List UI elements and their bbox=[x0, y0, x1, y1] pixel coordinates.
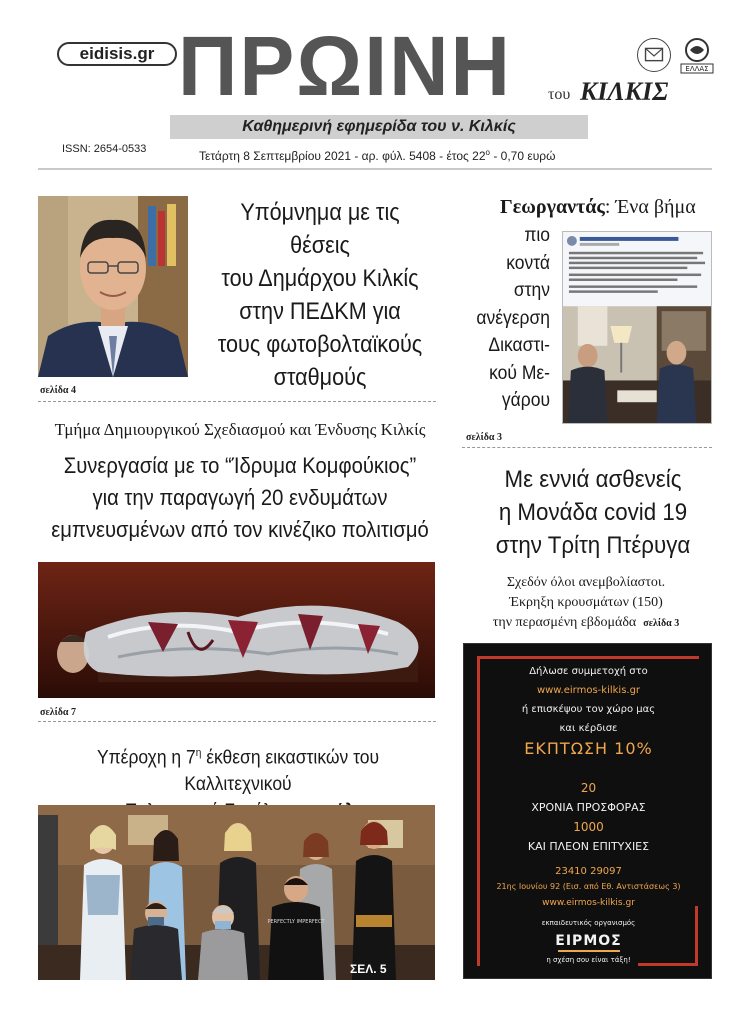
dateline-price: - 0,70 ευρώ bbox=[489, 149, 556, 163]
covid-subheadline bbox=[462, 573, 710, 633]
headline-line: η Μονάδα covid 19 bbox=[498, 499, 688, 526]
ad-logo: ΕΙΡΜΟΣ bbox=[555, 933, 622, 949]
headline-line: Με εννιά ασθενείς bbox=[504, 466, 682, 493]
garment-photo[interactable] bbox=[38, 562, 435, 698]
sub-line: Σχεδόν όλοι ανεμβολίαστοι. bbox=[506, 575, 666, 590]
ad-line: ή επισκέψου τον χώρο μας bbox=[521, 704, 656, 715]
ad-org-label: εκπαιδευτικός οργανισμός bbox=[541, 919, 636, 927]
line1-pre: Υπέροχη η 7 bbox=[96, 747, 196, 769]
ad-discount: ΕΚΠΤΩΣΗ 10% bbox=[524, 739, 653, 758]
divider bbox=[38, 721, 436, 722]
tshirt-text: PERFECTLY IMPERFECT bbox=[267, 919, 325, 925]
ad-logo-underline bbox=[558, 932, 620, 952]
headline-line-1 bbox=[45, 740, 431, 798]
fashion-headline[interactable] bbox=[47, 450, 433, 546]
headline-line: ανέγερση bbox=[476, 307, 550, 329]
sub-line-text: την περασμένη εβδομάδα bbox=[492, 615, 637, 630]
sub-line-last bbox=[462, 613, 710, 633]
newspaper-title: ΠΡΩΙΝΗ bbox=[178, 19, 512, 113]
ad-line: και κέρδισε bbox=[559, 723, 618, 734]
ad-years-number: 20 bbox=[580, 781, 597, 795]
page-ref-7[interactable]: σελίδα 7 bbox=[40, 707, 76, 718]
georgantas-name: Γεωργαντάς bbox=[500, 196, 605, 218]
georgantas-headline[interactable] bbox=[463, 222, 550, 415]
ad-address: 21ης Ιουνίου 92 (Εισ. από Εθ. Αντιστάσεως 3) bbox=[496, 882, 681, 891]
headline-line: πιο bbox=[524, 225, 550, 246]
headline-line: στην bbox=[513, 280, 550, 301]
masthead-rule bbox=[38, 168, 712, 170]
ad-url-2[interactable]: www.eirmos-kilkis.gr bbox=[542, 898, 635, 908]
divider bbox=[38, 401, 436, 402]
ad-success-text: ΚΑΙ ΠΛΕΟΝ ΕΠΙΤΥΧΙΕΣ bbox=[527, 840, 650, 853]
page-ref-3[interactable]: σελίδα 3 bbox=[466, 432, 502, 443]
ad-slogan: η σχέση σου είναι τάξη! bbox=[546, 956, 631, 964]
dateline bbox=[199, 145, 555, 164]
page-ref-4[interactable]: σελίδα 4 bbox=[40, 385, 76, 396]
site-badge[interactable]: eidisis.gr bbox=[57, 42, 177, 66]
page-ref-5[interactable]: ΣΕΛ. 5 bbox=[350, 962, 387, 976]
georgantas-title-rest: : Ένα βήμα bbox=[604, 196, 696, 218]
sub-line: Έκρηξη κρουσμάτων (150) bbox=[509, 595, 663, 610]
pv-headline[interactable] bbox=[212, 196, 428, 394]
headline-line: του Δημάρχου Κιλκίς bbox=[221, 265, 419, 292]
headline-line: κού Με- bbox=[489, 362, 550, 384]
dateline-sup: ο bbox=[485, 148, 490, 157]
headline-line: εμπνευσμένων από τον κινέζικο πολιτισμό bbox=[51, 517, 429, 542]
headline-line: στην ΠΕΔΚΜ για bbox=[239, 298, 401, 325]
headline-line: κοντά bbox=[506, 252, 550, 274]
exhibition-group-photo[interactable] bbox=[38, 805, 435, 980]
headline-line: Συνεργασία με το “Ίδρυμα Κομφούκιος” bbox=[63, 453, 417, 478]
headline-line: στην Τρίτη Πτέρυγα bbox=[495, 532, 691, 559]
ad-line: Δήλωσε συμμετοχή στο bbox=[529, 666, 648, 677]
issn: ISSN: 2654-0533 bbox=[62, 143, 147, 155]
ad-success-number: 1000 bbox=[573, 820, 604, 834]
headline-line: σταθμούς bbox=[273, 364, 367, 391]
line1-post: έκθεση εικαστικών του Καλλιτεχνικού bbox=[184, 747, 380, 796]
title-city: ΚΙΛΚΙΣ bbox=[580, 77, 669, 106]
headline-line: για την παραγωγή 20 ενδυμάτων bbox=[92, 485, 388, 510]
hellas-post-icon bbox=[677, 36, 717, 76]
headline-line: τους φωτοβολταϊκούς bbox=[217, 331, 423, 358]
subtitle-bar: Καθημερινή εφημερίδα του ν. Κιλκίς bbox=[170, 115, 588, 139]
divider bbox=[462, 447, 712, 448]
georgantas-photo[interactable] bbox=[562, 231, 712, 424]
ad-url[interactable]: www.eirmos-kilkis.gr bbox=[536, 685, 641, 696]
eirmos-advertisement[interactable] bbox=[463, 643, 712, 979]
stamp-label: ΕΛΛΑΣ bbox=[685, 65, 709, 73]
dateline-text: Τετάρτη 8 Σεπτεμβρίου 2021 - αρ. φύλ. 5408 - έτος 22 bbox=[199, 149, 486, 163]
headline-line: γάρου bbox=[501, 390, 550, 411]
page-ref-covid[interactable]: σελίδα 3 bbox=[643, 618, 680, 629]
line1-sup: η bbox=[195, 747, 202, 759]
postage-stamp-icon bbox=[637, 38, 671, 72]
ad-years-text: ΧΡΟΝΙΑ ΠΡΟΣΦΟΡΑΣ bbox=[531, 801, 646, 814]
headline-line: Δικαστι- bbox=[488, 335, 550, 356]
headline-line: Υπόμνημα με τις θέσεις bbox=[240, 199, 400, 259]
covid-headline[interactable] bbox=[471, 463, 715, 562]
mayor-photo[interactable] bbox=[38, 196, 188, 377]
title-tou: του bbox=[548, 86, 571, 103]
georgantas-title[interactable] bbox=[500, 194, 696, 220]
ad-phone[interactable]: 23410 29097 bbox=[555, 866, 622, 877]
fashion-kicker: Τμήμα Δημιουργικού Σχεδιασμού και Ένδυσης Κιλκίς bbox=[54, 420, 426, 439]
